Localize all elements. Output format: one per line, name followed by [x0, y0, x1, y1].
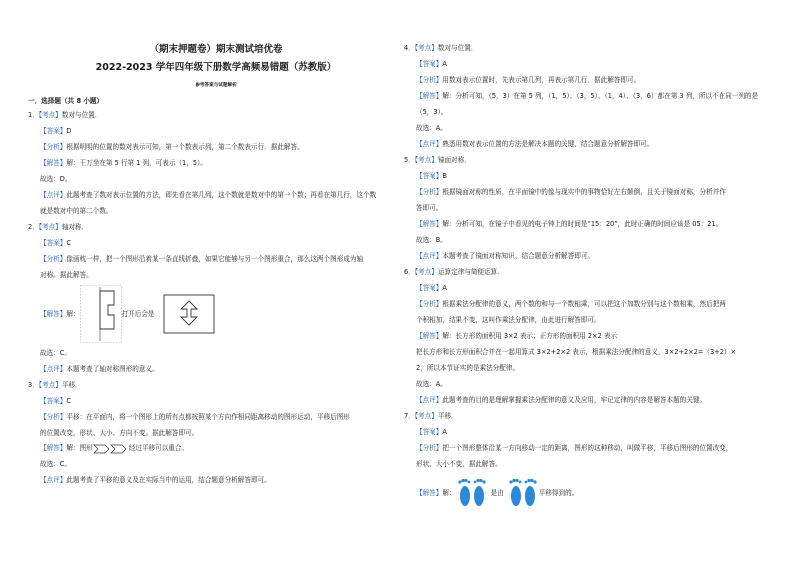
- q3-jieda-post: 经过平移可以重合。: [128, 444, 189, 452]
- q7-jieda-post: 平移得到的。: [538, 488, 579, 497]
- footprints-figure-1: [456, 476, 488, 510]
- dianping-tag: 【点评】: [416, 395, 443, 404]
- jieda-tag: 【解答】: [416, 331, 443, 340]
- q5-fenxi-cont: 答即可。: [416, 203, 443, 212]
- daan-tag: 【答案】: [416, 427, 443, 436]
- q5-fenxi: [404, 184, 780, 200]
- jieda-tag: 【解答】: [416, 488, 443, 497]
- daan-tag: 【答案】: [40, 238, 67, 247]
- q2-dianping: [28, 361, 404, 377]
- q1-jieda: [28, 155, 404, 171]
- kaodian-tag: 【考点】: [414, 155, 438, 164]
- fenxi-tag: 【分析】: [416, 187, 443, 196]
- q6-jieda-cont2: 2，所以本节证实的是乘法分配律。: [416, 363, 520, 372]
- q3-jieda-pre: 解：图形: [66, 444, 93, 452]
- q1-fenxi: [28, 139, 404, 155]
- q2-fenxi-cont: 对称。据此解答。: [40, 270, 93, 279]
- q7-answer: A: [442, 427, 447, 436]
- q2-kaodian: [28, 219, 404, 235]
- q7-jieda: [404, 472, 780, 512]
- kaodian-tag: 【考点】: [414, 43, 438, 52]
- q1-answer: D: [66, 126, 72, 135]
- q1-daan: [28, 123, 404, 139]
- q2-fenxi-text: 像画枕一样，把一个图形沿着某一条直线折叠，如果它能够与另一个图形重合，那么这两个图形成为轴: [66, 254, 364, 263]
- daan-tag: 【答案】: [416, 171, 443, 180]
- q5-number: 5．: [404, 155, 415, 164]
- q3-dianping-text: 此题考查了平移的意义及在实际当中的运用，结合题意分析解答即可。: [66, 475, 271, 484]
- right-column: [404, 0, 780, 512]
- q4-guxuan: 故选：A。: [416, 123, 447, 132]
- q7-fenxi: [404, 440, 780, 456]
- fenxi-tag: 【分析】: [40, 254, 67, 263]
- q4-dianping: [404, 136, 780, 152]
- q2-daan: [28, 235, 404, 251]
- jieda-tag: 【解答】: [40, 158, 67, 167]
- q1-number: 1．: [28, 110, 39, 119]
- dianping-tag: 【点评】: [40, 190, 67, 199]
- q5-jieda-text: 解：分析可知，在镜子中看见的电子钟上的时间是“15：20”，此时正确的时间应该是 05：21。: [442, 219, 723, 228]
- q6-kaodian-text: 运算定律与简便运算．: [437, 267, 504, 276]
- q2-fenxi: [28, 251, 404, 267]
- q1-jieda-text: 解：王万坐在第 5 行第 1 列，可表示（1，5）。: [66, 158, 207, 167]
- q3-dianping: [28, 472, 404, 488]
- q5-fenxi-text: 根据镜面对称的性质，在平面镜中的像与现实中的事物恰好左右颠倒，且关于镜面对称，分析并作: [442, 187, 726, 196]
- daan-tag: 【答案】: [416, 283, 443, 292]
- q2-kaodian-text: 轴对称．: [61, 222, 89, 231]
- q7-kaodian: [404, 408, 780, 424]
- q5-kaodian: [404, 152, 780, 168]
- q6-fenxi-cont: 个积相加，结果不变，这叫作乘法分配律，由此进行解答即可。: [416, 315, 601, 324]
- q5-dianping: [404, 248, 780, 264]
- q7-jieda-pre: 解：: [442, 488, 456, 497]
- footprints-figure-2: [507, 476, 539, 510]
- kaodian-tag: 【考点】: [414, 411, 438, 420]
- dianping-tag: 【点评】: [416, 251, 443, 260]
- q7-jieda-mid: 是由: [490, 488, 504, 497]
- fenxi-tag: 【分析】: [416, 75, 443, 84]
- q4-jieda-cont: （5，3）。: [416, 107, 448, 116]
- jieda-tag: 【解答】: [40, 444, 67, 452]
- q6-daan: [404, 280, 780, 296]
- q3-arrow-shapes-figure: [93, 444, 129, 454]
- q7-fenxi-text: 把一个图形整体沿某一方向移动一定的距离，图形的这种移动，叫做平移，平移后图形的位置改变，: [442, 443, 733, 452]
- q4-number: 4．: [404, 43, 415, 52]
- daan-tag: 【答案】: [40, 396, 67, 405]
- q6-number: 6．: [404, 267, 415, 276]
- q1-dianping-cont: 就是数对中的第二个数。: [40, 206, 113, 215]
- dianping-tag: 【点评】: [40, 364, 67, 373]
- section-heading: 一．选择题（共 8 小题）: [28, 97, 104, 105]
- q5-guxuan: 故选：B。: [416, 235, 447, 244]
- q5-daan: [404, 168, 780, 184]
- q6-jieda-text: 解：长方形的面积用 3×2 表示；正方形的面积用 2×2 表示: [442, 331, 618, 340]
- q2-jieda-post: 打开后会是: [121, 309, 155, 318]
- q6-guxuan: 故选：A。: [416, 379, 447, 388]
- daan-tag: 【答案】: [40, 126, 67, 135]
- dianping-tag: 【点评】: [40, 475, 67, 484]
- doc-title-line2: 2022-2023 学年四年级下册数学高频易错题（苏教版）: [95, 62, 337, 73]
- q3-answer: C: [66, 396, 71, 405]
- q4-fenxi-text: 用数对表示位置时，先表示第几列，再表示第几行．据此解答即可。: [442, 75, 641, 84]
- q6-fenxi: [404, 296, 780, 312]
- jieda-tag: 【解答】: [40, 309, 67, 318]
- q6-kaodian: [404, 264, 780, 280]
- q6-answer: A: [442, 283, 447, 292]
- q2-dianping-text: 本题考查了轴对称图形的意义。: [66, 364, 159, 373]
- kaodian-tag: 【考点】: [38, 222, 62, 231]
- q5-answer: B: [442, 171, 447, 180]
- q3-kaodian-text: 平移．: [61, 380, 82, 389]
- q6-jieda: [404, 328, 780, 344]
- q1-kaodian: [28, 107, 404, 123]
- q5-jieda: [404, 216, 780, 232]
- jieda-tag: 【解答】: [416, 219, 443, 228]
- doc-title-line1: （期末押题卷）期末测试培优卷: [149, 44, 283, 55]
- dianping-tag: 【点评】: [416, 139, 443, 148]
- left-column: [28, 0, 404, 488]
- q4-fenxi: [404, 72, 780, 88]
- q3-number: 3．: [28, 380, 39, 389]
- q3-fenxi: [28, 409, 404, 425]
- q4-kaodian: [404, 40, 780, 56]
- q1-fenxi-text: 根据明明的位置的数对表示可知，第一个数表示列，第二个数表示行．据此解答。: [66, 142, 304, 151]
- q4-jieda-text: 解：分析可知，（5，3）在第 5 列，（1，5）、（3，5）、（1，4）、（3，6）都在第 3 列，所以不在同一列的是: [442, 91, 759, 100]
- q4-jieda: [404, 88, 780, 104]
- q2-unfolded-figure: [161, 293, 219, 335]
- q6-dianping-text: 此题考查的目的是理解掌握乘法分配律的意义及应用，牢记定律的内容是解答本题的关键。: [442, 395, 707, 404]
- q1-dianping-text: 此题考查了数对表示位置的方法，即先看在第几列，这个数就是数对中的第一个数；再看在第几行，这个数: [66, 190, 377, 199]
- q2-folded-paper-figure: [80, 285, 122, 343]
- fenxi-tag: 【分析】: [40, 142, 67, 151]
- q6-fenxi-text: 根据乘法分配律的意义，两个数的和与一个数相乘，可以把这个加数分别与这个数相乘，然后把两: [442, 299, 726, 308]
- q2-number: 2．: [28, 222, 39, 231]
- q6-dianping: [404, 392, 780, 408]
- q7-kaodian-text: 平移．: [437, 411, 458, 420]
- q4-answer: A: [442, 59, 447, 68]
- kaodian-tag: 【考点】: [38, 110, 62, 119]
- q1-kaodian-text: 数对与位置．: [61, 110, 102, 119]
- jieda-tag: 【解答】: [416, 91, 443, 100]
- kaodian-tag: 【考点】: [414, 267, 438, 276]
- q2-answer: C: [66, 238, 71, 247]
- q4-kaodian-text: 数对与位置．: [437, 43, 478, 52]
- q1-guxuan: 故选：D。: [40, 174, 72, 183]
- q3-kaodian: [28, 377, 404, 393]
- q3-daan: [28, 393, 404, 409]
- q1-dianping: [28, 187, 404, 203]
- q6-jieda-cont1: 把长方形和长方形面积合并在一起用算式 3×2+2×2 表示，根据乘法分配律的意义，3×2+2×2=（3+2）×: [416, 347, 737, 356]
- q2-jieda: [28, 283, 404, 345]
- q2-guxuan: 故选：C。: [40, 348, 71, 357]
- daan-tag: 【答案】: [416, 59, 443, 68]
- q3-guxuan: 故选：C。: [40, 459, 71, 468]
- fenxi-tag: 【分析】: [416, 443, 443, 452]
- fenxi-tag: 【分析】: [416, 299, 443, 308]
- fenxi-tag: 【分析】: [40, 412, 67, 421]
- kaodian-tag: 【考点】: [38, 380, 62, 389]
- q2-jieda-pre: 解：: [66, 309, 80, 318]
- q7-fenxi-cont: 形状、大小不变，据此解答。: [416, 459, 502, 468]
- q3-jieda: [28, 441, 404, 456]
- q7-number: 7．: [404, 411, 415, 420]
- q4-dianping-text: 熟悉用数对表示位置的方法是解决本题的关键，结合题意分析解答即可。: [442, 139, 654, 148]
- q5-kaodian-text: 镜面对称．: [437, 155, 471, 164]
- q5-dianping-text: 本题考查了镜面对称知识，结合题意分析解答即可。: [442, 251, 595, 260]
- q4-daan: [404, 56, 780, 72]
- doc-subtitle: 参考答案与试题解析: [195, 83, 237, 88]
- q3-fenxi-text: 平移：在平面内，将一个图形上的所有点都按照某个方向作相同距离移动的图形运动，平移后图形: [66, 412, 350, 421]
- q3-fenxi-cont: 的位置改变，形状、大小、方向不变。据此解答即可。: [40, 428, 199, 437]
- q7-daan: [404, 424, 780, 440]
